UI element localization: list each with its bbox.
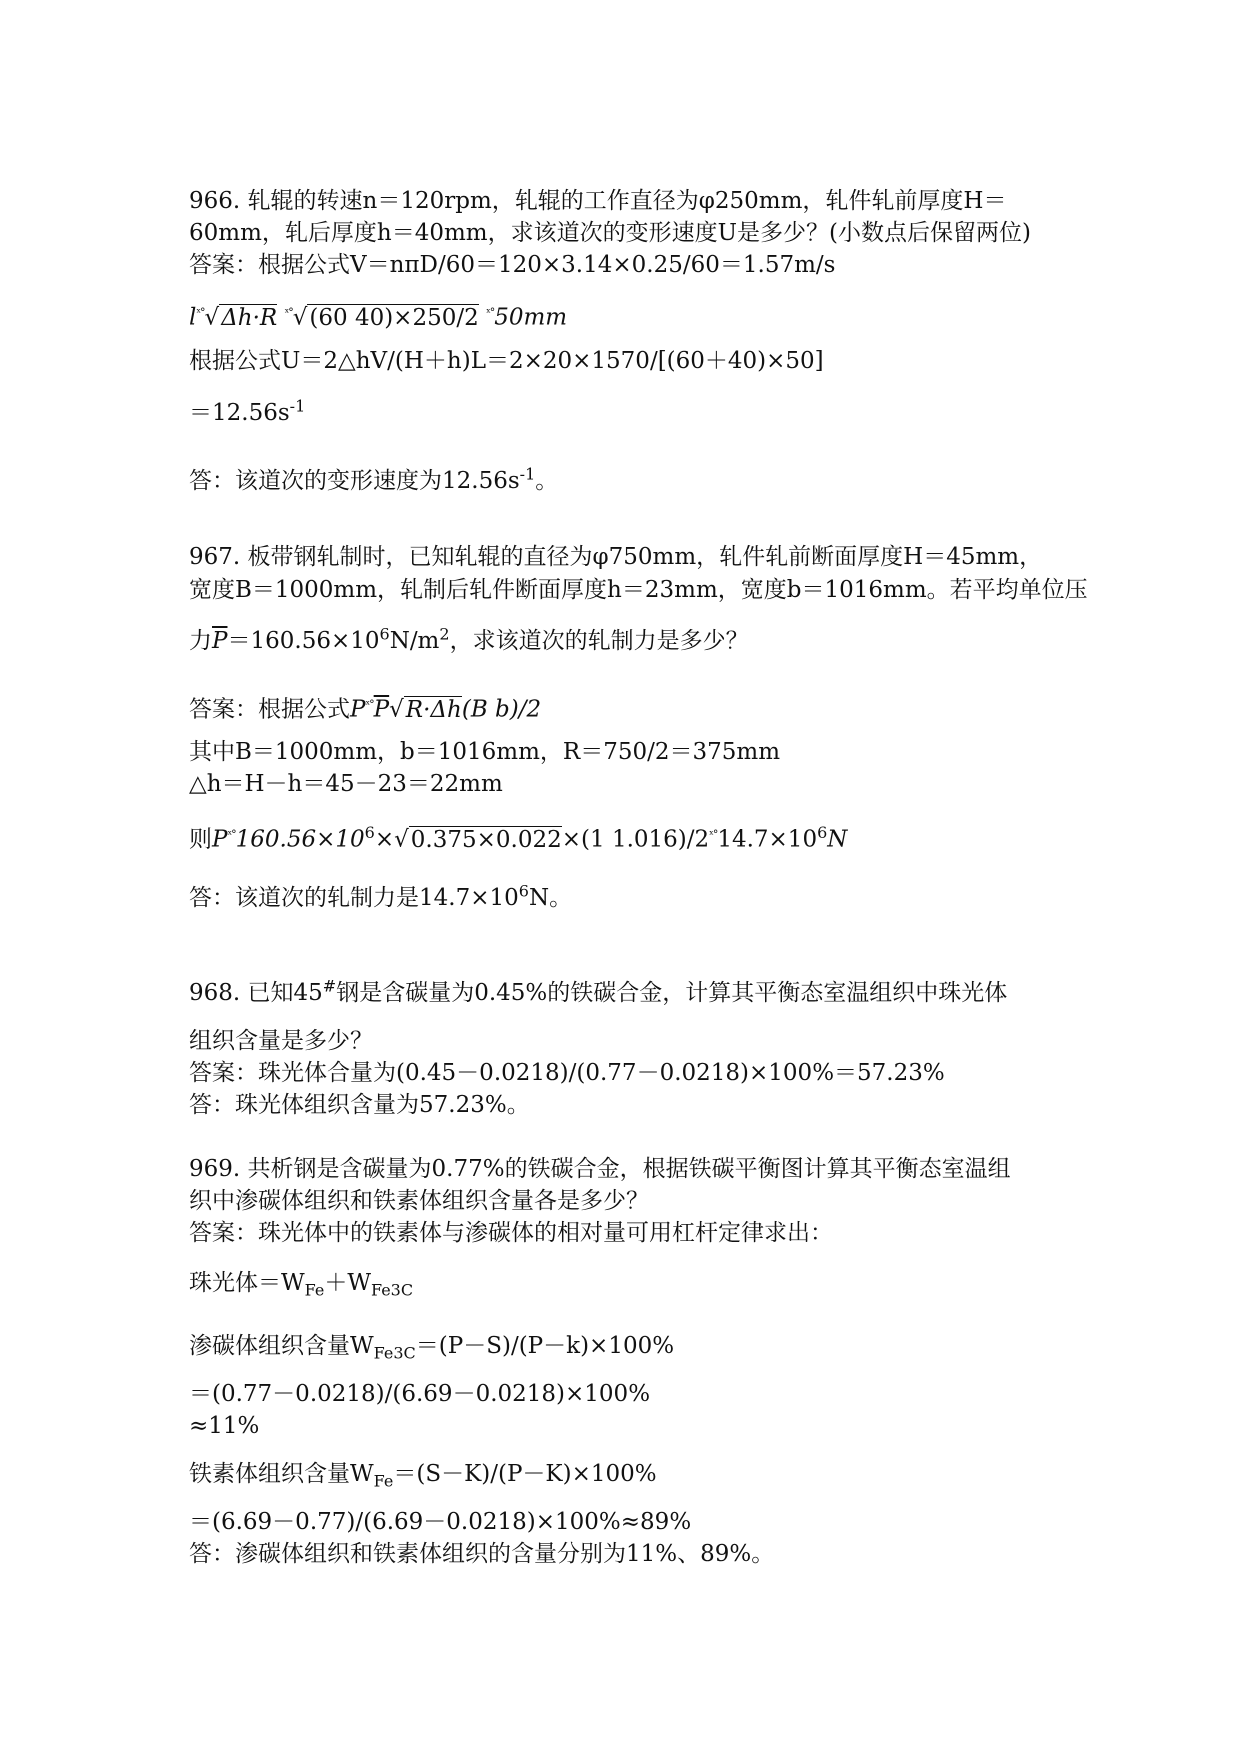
q969-ferrite-calc: ＝(6.69－0.77)/(6.69－0.0218)×100%≈89% [189, 1509, 692, 1535]
q969-cementite-calc: ＝(0.77－0.0218)/(6.69－0.0218)×100% [189, 1381, 651, 1407]
q967-delta-h: △h＝H－h＝45－23＝22mm [189, 771, 503, 797]
q967-answer-formula: 答案：根据公式$P^{ˣ^\circ}\overline{P}√R\cdot\Delta h(B$ b)/2 [189, 696, 542, 723]
q969-answer-line: 答案：珠光体中的铁素体与渗碳体的相对量可用杠杆定律求出： [189, 1220, 833, 1246]
q967-given-values: 其中B＝1000mm，b＝1016mm，R＝750/2＝375mm [189, 739, 781, 765]
formula-result: 50mm [494, 304, 568, 331]
q969-line-2: 织中渗碳体组织和铁素体组织含量各是多少？ [189, 1188, 649, 1214]
q968-line-2: 组织含量是多少？ [189, 1028, 373, 1054]
formula-glyph: ˣ° [196, 306, 205, 319]
q967-calculation: 则$P^{ˣ^\circ}160.56\times 10^6\times√0.375\times 0.022\times(1$ $1.016)/2^{ˣ^\circ}14.7\times 10^6N$ [189, 823, 848, 853]
q969-final-answer: 答：渗碳体组织和铁素体组织的含量分别为11%、89%。 [189, 1541, 775, 1567]
formula-radicand: (60 40)×250/2 [309, 304, 479, 331]
formula-glyph: ˣ° [284, 306, 293, 319]
q966-formula-line: 根据公式U＝2△hV/(H＋h)L＝2×20×1570/[(60＋40)×50] [189, 348, 824, 374]
q968-final-answer: 答：珠光体组织含量为57.23%。 [189, 1092, 530, 1118]
formula-radicand: Δh·R [221, 304, 278, 331]
q969-ferrite-formula: 铁素体组织含量$W_{Fe}=(S-K)/(P-K)\times 100\%$ [189, 1461, 657, 1491]
q966-answer-line: 答案：根据公式V＝nπD/60＝120×3.14×0.25/60＝1.57m/s [189, 252, 836, 278]
q967-line-2: 宽度B＝1000mm，轧制后轧件断面厚度h＝23mm，宽度b＝1016mm。若平均单位压 [189, 577, 1088, 603]
q969-line-1: 969. 共析钢是含碳量为0.77%的铁碳合金，根据铁碳平衡图计算其平衡态室温组 [189, 1156, 1011, 1182]
q966-formula-contact-length: $l^{ˣ^\circ}√\Delta h\cdot R$ $^{ˣ^\circ}$√(60 40)×250/2 $^{ˣ^\circ}$50mm [189, 304, 568, 331]
q968-answer-line: 答案：珠光体合量为(0.45－0.0218)/(0.77－0.0218)×100%＝57.23% [189, 1060, 945, 1086]
q966-line-2: 60mm，轧后厚度h＝40mm，求该道次的变形速度U是多少？(小数点后保留两位) [189, 220, 1031, 246]
q967-line-3: 力$\overline{P}=160.56\times 10^6N/m^2$，求该道次的轧制力是多少？ [189, 624, 749, 654]
q966-result-line: $=12.56s^{-1}$ [189, 396, 306, 426]
q969-cementite-result: ≈11% [189, 1413, 260, 1439]
formula-glyph: ˣ° [486, 306, 495, 319]
q967-line-1: 967. 板带钢轧制时，已知轧辊的直径为φ750mm，轧件轧前断面厚度H＝45mm， [189, 544, 1043, 570]
q969-pearlite-equation: 珠光体$=W_{Fe}+W_{Fe3C}$ [189, 1270, 414, 1300]
q969-cementite-formula: 渗碳体组织含量$W_{Fe3C}=(P-S)/(P-k)\times 100\%$ [189, 1333, 675, 1363]
q966-final-answer: 答：该道次的变形速度为$12.56s^{-1}$。 [189, 464, 559, 494]
formula-symbol: l [189, 304, 197, 331]
q967-final-answer: 答：该道次的轧制力是$14.7\times 10^6N$。 [189, 881, 573, 911]
q966-line-1: 966. 轧辊的转速n＝120rpm，轧辊的工作直径为φ250mm，轧件轧前厚度H＝ [189, 188, 1007, 214]
q968-line-1: 968. 已知45#钢是含碳量为0.45%的铁碳合金，计算其平衡态室温组织中珠光体 [189, 976, 1008, 1006]
